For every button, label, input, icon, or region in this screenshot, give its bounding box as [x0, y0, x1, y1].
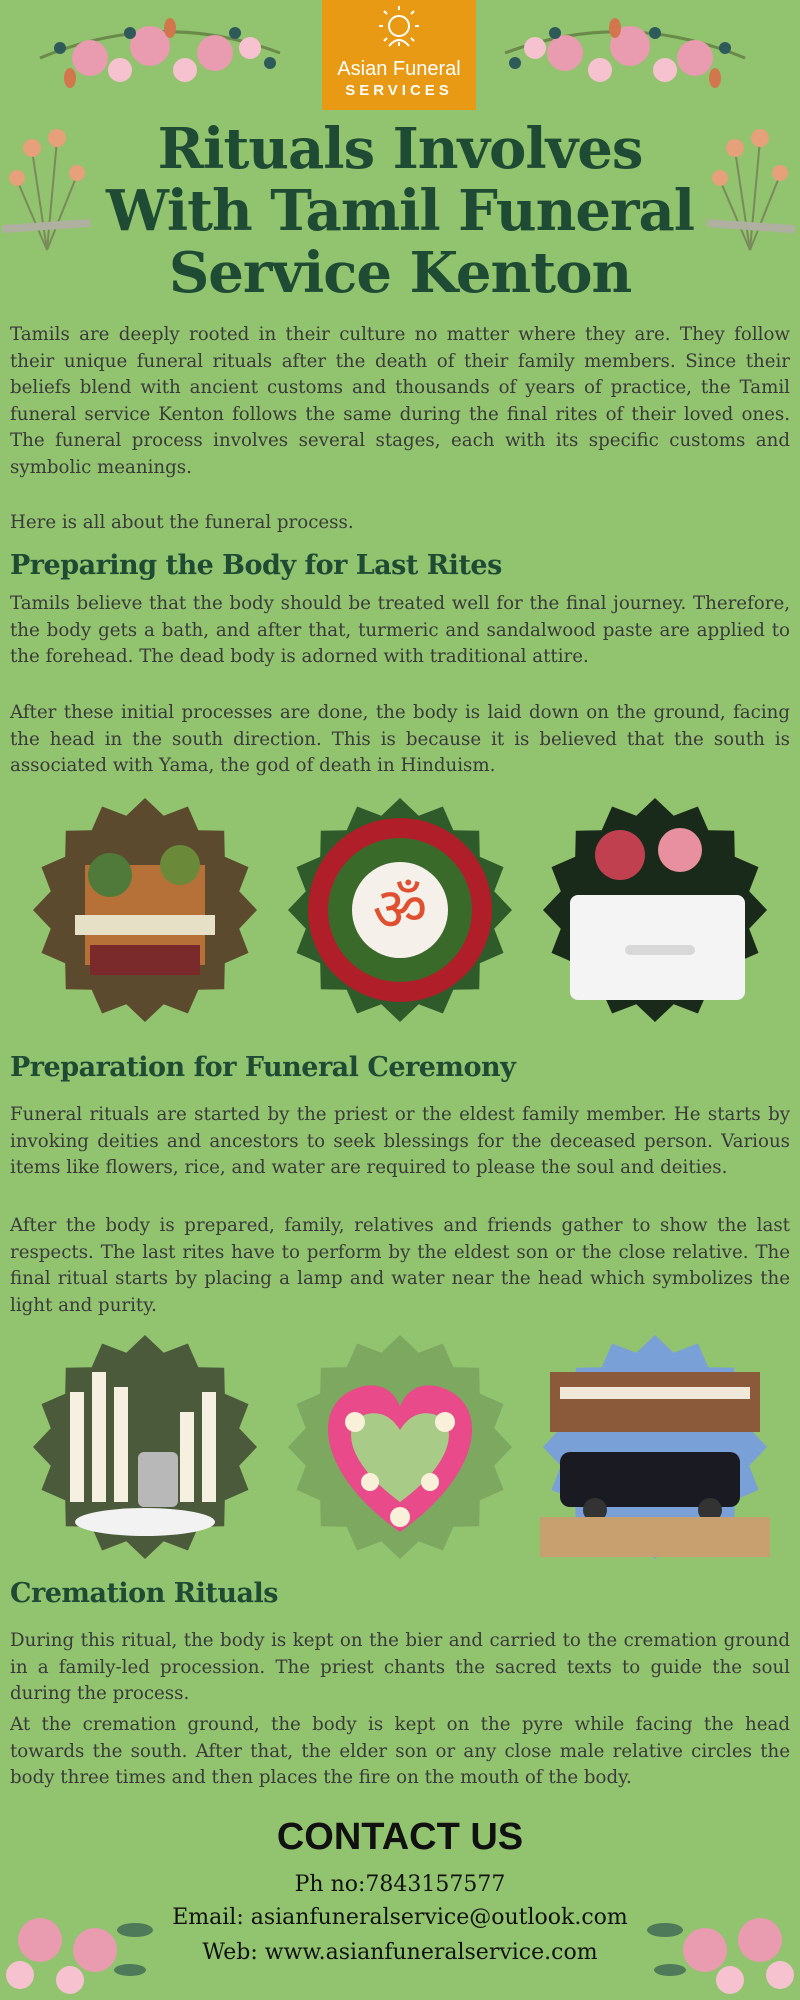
section-heading-body-prep: Preparing the Body for Last Rites	[10, 550, 502, 581]
section-body-prep-p1: Tamils believe that the body should be treated well for the final journey. Therefore, the body gets a bath, and after that, turmeric and sandalwood paste are applied to the forehead. The dead body is adorned with traditional attire.	[10, 593, 790, 667]
bottom-right-flowers	[630, 1900, 800, 2000]
top-right-flower-garland	[495, 8, 755, 108]
left-flower-sprig	[2, 110, 92, 260]
logo-line1: Asian Funeral	[337, 58, 461, 80]
photo-heart-rose-wreath	[285, 1332, 515, 1562]
section-ceremony-p2: After the body is prepared, family, relatives and friends gather to show the last respects. The last rites have to perform by the eldest son or the close relative. The final ritual starts by placing a lamp and water near the head which symbolizes the light and purity.	[10, 1215, 790, 1316]
photo-white-casket-flowers	[540, 795, 770, 1025]
photo-candles-urn	[30, 1332, 260, 1562]
section-heading-cremation: Cremation Rituals	[10, 1578, 278, 1609]
section-cremation-p1: During this ritual, the body is kept on the bier and carried to the cremation ground in a family-led procession. The priest chants the sacred texts to guide the soul during the process.	[10, 1630, 790, 1704]
lotus-sun-icon	[376, 6, 422, 52]
section-cremation-p2: At the cremation ground, the body is kept on the pyre while facing the head towards the south. After that, the elder son or any close male relative circles the body three times and then places the fire on the mouth of the body.	[10, 1714, 790, 1788]
om-icon: ॐ	[372, 875, 428, 945]
bottom-left-flowers	[0, 1900, 170, 2000]
top-left-flower-garland	[30, 8, 290, 108]
intro-paragraph: Tamils are deeply rooted in their culture no matter where they are. They follow their unique funeral rituals after the death of their family members. Since their beliefs blend with ancient customs and thousands of years of practice, the Tamil funeral service Kenton follows the same during the final rites of their loved ones. The funeral process involves several stages, each with its specific customs and symbolic meanings.	[10, 324, 790, 478]
photo-om-flower-wreath	[285, 795, 515, 1025]
contact-title: CONTACT US	[276, 1816, 524, 1858]
intro-note: Here is all about the funeral process.	[10, 512, 354, 533]
section-body-prep-p2: After these initial processes are done, the body is laid down on the ground, facing the head in the south direction. This is because it is believed that the south is associated with Yama, the god of death in Hinduism.	[10, 702, 790, 776]
contact-phone[interactable]: Ph no:7843157577	[294, 1872, 506, 1897]
photo-flower-decorated-chariot	[30, 795, 260, 1025]
brand-logo[interactable]	[322, 0, 476, 110]
contact-web[interactable]: Web: www.asianfuneralservice.com	[202, 1940, 598, 1965]
section-ceremony-p1: Funeral rituals are started by the priest or the eldest family member. He starts by invoking deities and ancestors to seek blessings for the deceased person. Various items like flowers, rice, and water are required to please the soul and deities.	[10, 1104, 790, 1178]
contact-email[interactable]: Email: asianfuneralservice@outlook.com	[172, 1905, 628, 1930]
page-title: Rituals Involves With Tamil Funeral Service Kenton	[105, 116, 695, 306]
photo-hearse-car	[540, 1332, 770, 1562]
logo-line2: SERVICES	[345, 82, 453, 99]
section-heading-ceremony: Preparation for Funeral Ceremony	[10, 1052, 516, 1083]
